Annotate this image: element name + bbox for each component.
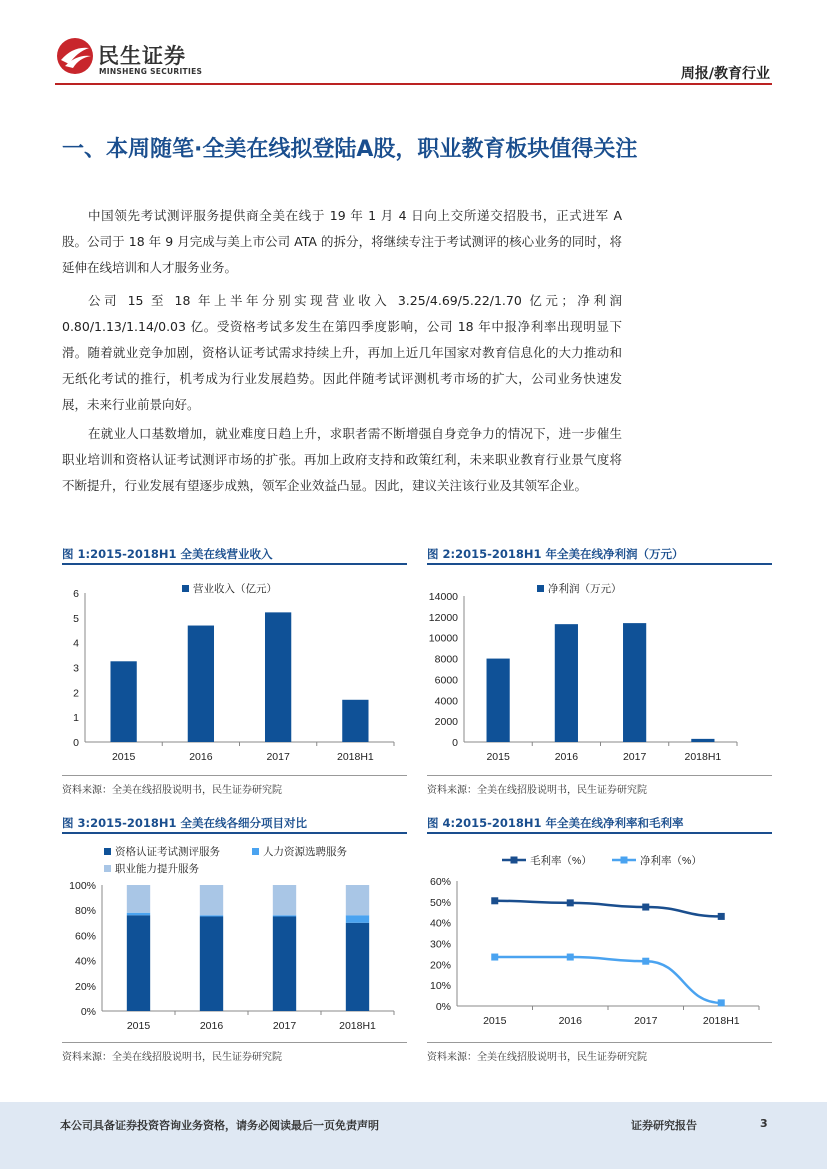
chart3-bar-segment xyxy=(346,915,369,923)
section-title: 一、本周随笔·全美在线拟登陆A股，职业教育板块值得关注 xyxy=(62,137,638,162)
figure-1-title: 图 1:2015-2018H1 全美在线营业收入 xyxy=(62,547,273,561)
chart4-xtick-label: 2016 xyxy=(558,1015,582,1027)
header-divider xyxy=(55,83,772,85)
figure-4-bottom-rule xyxy=(427,1042,772,1043)
footer-disclaimer: 本公司具备证券投资咨询业务资格，请务必阅读最后一页免责声明 xyxy=(60,1119,379,1132)
chart4-xtick-label: 2018H1 xyxy=(702,1015,740,1027)
chart3-bar-segment xyxy=(200,915,223,916)
chart4-data-point xyxy=(642,904,649,911)
chart1-bar xyxy=(265,612,291,742)
chart1-ytick-label: 0 xyxy=(73,737,79,749)
chart4-ytick-label: 40% xyxy=(429,917,451,930)
figure-2-rule xyxy=(427,563,772,565)
chart4-legend-label: 净利率（%） xyxy=(640,855,702,867)
chart4-data-point xyxy=(567,954,574,961)
chart1-ytick-label: 6 xyxy=(73,588,79,600)
figure-2-chart xyxy=(427,566,772,771)
paragraph-3: 在就业人口基数增加，就业难度日趋上升，求职者需不断增强自身竞争力的情况下，进一步催生职业培训和资格认证考试测评市场的扩张。再加上政府支持和政策红利，未来职业教育行业景气度将不断提升，行业发展有望逐步成熟，领军企业效益凸显。因此，建议关注该行业及其领军企业。 xyxy=(62,426,622,493)
chart4-ytick-label: 30% xyxy=(429,938,451,951)
chart4-legend-label: 毛利率（%） xyxy=(530,855,592,867)
chart2-ytick-label: 8000 xyxy=(434,653,458,666)
chart2-ytick-label: 14000 xyxy=(428,591,458,603)
chart2-ytick-label: 4000 xyxy=(434,695,458,708)
chart3-xtick-label: 2016 xyxy=(199,1020,224,1032)
page-footer xyxy=(0,1102,827,1169)
figure-3-title: 图 3:2015-2018H1 全美在线各细分项目对比 xyxy=(62,816,308,830)
chart3-bar-segment xyxy=(127,885,150,913)
chart4-data-point xyxy=(718,913,725,920)
paragraph-2: 公司 15 至 18 年上半年分别实现营业收入 3.25/4.69/5.22/1.70 亿元；净利润 0.80/1.13/1.14/0.03 亿。受资格考试多发生在第四季度影响，公司 18 年中报净利率出现明显下滑。随着就业竞争加剧，资格认证考试需求持续上升，再加上近几年国家对教育信息化的大力推动和无纸化考试的推行，机考成为行业发展趋势。因此伴随考试评测机考市场的扩大，公司业务快速发展，未来行业前景向好。 xyxy=(62,293,622,412)
figure-1-chart xyxy=(62,566,407,771)
chart3-bar-segment xyxy=(273,885,296,915)
logo-name-en: MINSHENG SECURITIES xyxy=(99,67,203,76)
chart4-series-line xyxy=(495,957,722,1003)
figure-3-rule xyxy=(62,832,407,834)
figure-3-source: 资料来源：全美在线招股说明书，民生证券研究院 xyxy=(62,1052,282,1063)
figure-4-rule xyxy=(427,832,772,834)
chart1-xtick-label: 2016 xyxy=(189,751,213,763)
chart4-legend-marker xyxy=(511,857,518,864)
chart3-legend-swatch xyxy=(252,848,259,855)
chart2-legend-label: 净利润（万元） xyxy=(548,583,622,595)
chart4-ytick-label: 20% xyxy=(429,959,451,972)
figure-4-source: 资料来源：全美在线招股说明书，民生证券研究院 xyxy=(427,1052,647,1063)
chart1-bar xyxy=(342,700,368,742)
figure-1-source: 资料来源：全美在线招股说明书，民生证券研究院 xyxy=(62,785,282,796)
chart3-ytick-label: 0% xyxy=(80,1006,96,1018)
page-header xyxy=(0,0,827,86)
chart3-ytick-label: 40% xyxy=(74,955,96,968)
chart1-xtick-label: 2018H1 xyxy=(336,751,374,763)
chart3-legend-swatch xyxy=(104,865,111,872)
chart4-ytick-label: 60% xyxy=(429,876,451,888)
chart1-legend-label: 营业收入（亿元） xyxy=(193,583,277,595)
page-number: 3 xyxy=(760,1117,768,1130)
chart4-series-line xyxy=(495,901,722,917)
chart4-ytick-label: 50% xyxy=(429,896,451,909)
chart2-xtick-label: 2017 xyxy=(622,751,647,763)
chart3-ytick-label: 80% xyxy=(74,905,96,918)
chart3-ytick-label: 100% xyxy=(69,880,96,892)
chart2-legend-swatch xyxy=(537,585,544,592)
chart2-ytick-label: 2000 xyxy=(434,716,458,729)
chart3-legend-label: 资格认证考试测评服务 xyxy=(115,846,220,858)
chart2-xtick-label: 2018H1 xyxy=(684,751,722,763)
minsheng-logo-icon xyxy=(55,36,95,76)
chart4-ytick-label: 10% xyxy=(429,980,451,993)
chart4-legend-marker xyxy=(621,857,628,864)
figure-4-chart xyxy=(427,836,772,1040)
chart1-legend-swatch xyxy=(182,585,189,592)
chart3-ytick-label: 20% xyxy=(74,980,96,993)
chart2-bar xyxy=(691,739,714,742)
chart3-xtick-label: 2017 xyxy=(272,1020,297,1032)
chart4-xtick-label: 2015 xyxy=(483,1015,507,1027)
logo-name-cn: 民生证券 xyxy=(98,44,186,68)
chart4-data-point xyxy=(491,897,498,904)
chart3-bar-segment xyxy=(273,915,296,916)
chart3-legend-label: 职业能力提升服务 xyxy=(115,863,199,875)
figure-3-chart xyxy=(62,836,407,1040)
footer-doc-type: 证券研究报告 xyxy=(631,1119,697,1132)
chart3-ytick-label: 60% xyxy=(74,930,96,943)
chart4-xtick-label: 2017 xyxy=(634,1015,658,1027)
report-type: 周报/教育行业 xyxy=(680,66,770,82)
chart3-xtick-label: 2015 xyxy=(126,1020,151,1032)
chart1-xtick-label: 2017 xyxy=(266,751,290,763)
chart2-ytick-label: 0 xyxy=(452,737,458,749)
chart3-xtick-label: 2018H1 xyxy=(339,1020,376,1032)
chart2-bar xyxy=(487,659,510,742)
chart4-data-point xyxy=(567,899,574,906)
chart3-bar-segment xyxy=(200,885,223,915)
chart3-bar-segment xyxy=(346,923,369,1011)
chart2-ytick-label: 12000 xyxy=(428,611,458,624)
chart2-xtick-label: 2016 xyxy=(554,751,579,763)
figure-2-title: 图 2:2015-2018H1 年全美在线净利润（万元） xyxy=(427,547,684,561)
chart1-xtick-label: 2015 xyxy=(111,751,136,763)
chart2-ytick-label: 10000 xyxy=(428,632,458,645)
chart1-ytick-label: 1 xyxy=(73,712,79,725)
chart3-bar-segment xyxy=(346,885,369,915)
figure-2-source: 资料来源：全美在线招股说明书，民生证券研究院 xyxy=(427,785,647,796)
figure-2-bottom-rule xyxy=(427,775,772,776)
chart3-bar-segment xyxy=(127,913,150,916)
figure-3-bottom-rule xyxy=(62,1042,407,1043)
paragraph-1: 中国领先考试测评服务提供商全美在线于 19 年 1 月 4 日向上交所递交招股书，正式进军 A 股。公司于 18 年 9 月完成与美上市公司 ATA 的拆分，将继续专注于考试测评的核心业务的同时，将延伸在线培训和人才服务业务。 xyxy=(62,208,622,275)
chart1-ytick-label: 2 xyxy=(73,687,79,700)
chart3-bar-segment xyxy=(127,915,150,1011)
chart1-bar xyxy=(188,626,214,742)
chart3-legend-label: 人力资源选聘服务 xyxy=(263,846,347,858)
figure-1-rule xyxy=(62,563,407,565)
chart1-ytick-label: 4 xyxy=(73,637,79,650)
figure-4-title: 图 4:2015-2018H1 年全美在线净利率和毛利率 xyxy=(427,816,684,830)
figure-1-bottom-rule xyxy=(62,775,407,776)
chart1-ytick-label: 3 xyxy=(73,662,79,675)
chart4-ytick-label: 0% xyxy=(435,1001,451,1013)
chart3-bar-segment xyxy=(273,917,296,1012)
chart1-ytick-label: 5 xyxy=(73,612,79,625)
chart4-data-point xyxy=(491,954,498,961)
chart1-bar xyxy=(110,661,136,742)
chart2-bar xyxy=(555,624,578,742)
chart2-ytick-label: 6000 xyxy=(434,674,458,687)
chart4-data-point xyxy=(718,999,725,1006)
chart2-xtick-label: 2015 xyxy=(486,751,510,763)
chart3-legend-swatch xyxy=(104,848,111,855)
chart4-data-point xyxy=(642,958,649,965)
chart3-bar-segment xyxy=(200,917,223,1012)
chart2-bar xyxy=(623,623,646,742)
